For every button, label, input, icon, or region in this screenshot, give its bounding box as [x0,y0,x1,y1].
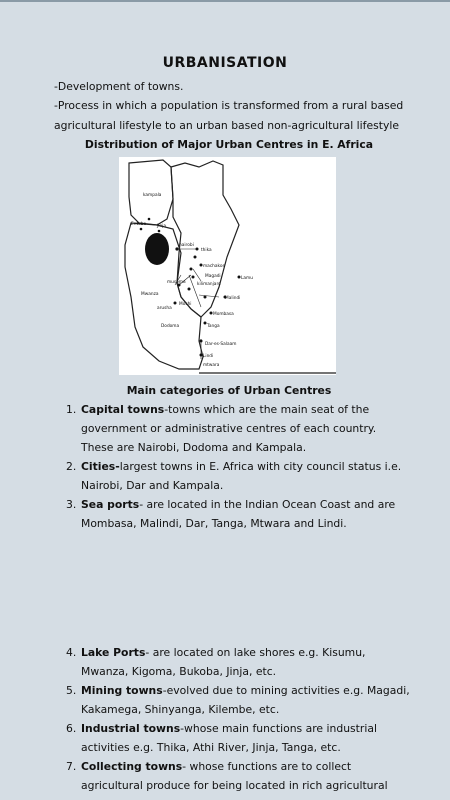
map-label-lindi: Lindi [203,354,214,359]
map-label-malindi: Malindi [225,296,241,301]
intro-line-2: -Process in which a population is transformed from a rural based [54,99,404,112]
item-number: 5. [66,684,77,697]
map-label-mwanza: Mwanza [141,292,159,297]
top-border [0,0,450,2]
east-africa-map [119,157,336,375]
map-label-thika: thika [201,248,212,253]
item-text: agricultural produce for being located in rich agricultural [81,779,388,792]
map-label-machakos: machakos [203,264,225,269]
item-term: Cities- [81,460,120,473]
map-label-dodoma: Dodoma [161,324,180,329]
item-term: Sea ports [81,498,140,511]
item-term: Lake Ports [81,646,146,659]
item-text: These are Nairobi, Dodoma and Kampala. [81,441,307,454]
map-label-musoma: musoma [167,280,186,285]
categories-heading: Main categories of Urban Centres [126,384,332,397]
list-item [66,681,446,719]
map-label-kilimanjaro: kilimanjaro [197,282,221,287]
map-label-jinja: Jinja [157,224,167,229]
item-text: activities e.g. Thika, Athi River, Jinja, Tanga, etc. [81,741,341,754]
map-drawing [119,157,336,375]
map-label-lamu: Lamu [241,276,253,281]
list-item [66,495,446,533]
lake-victoria-shape [145,233,169,265]
intro-line-1: -Development of towns. [54,80,184,93]
item-term: Industrial towns [81,722,181,735]
categories-list-part-2 [66,643,446,795]
item-number: 7. [66,760,77,773]
item-number: 2. [66,460,77,473]
item-number: 4. [66,646,77,659]
page-title: URBANISATION [162,55,288,71]
categories-list-part-1 [66,400,446,533]
list-item [66,643,446,681]
item-term: Collecting towns [81,760,183,773]
item-text: largest towns in E. Africa with city council status i.e. [119,460,402,473]
item-number: 3. [66,498,77,511]
item-text: - are located in the Indian Ocean Coast and are [139,498,396,511]
item-text: -whose main functions are industrial [180,722,377,735]
item-number: 1. [66,403,77,416]
map-label-mombasa: Mombasa [213,312,234,317]
item-text: Mwanza, Kigoma, Bukoba, Jinja, etc. [81,665,277,678]
map-label-tanga: Tanga [207,324,220,329]
list-item [66,757,446,795]
list-item [66,400,446,457]
map-label-dar: Dar-es-Salaam [205,342,237,347]
map-heading: Distribution of Major Urban Centres in E. Africa [84,138,374,151]
map-label-kampala: kampala [143,193,162,198]
map-label-mtwara: mtwara [203,363,220,368]
list-item [66,457,446,495]
item-term: Mining towns [81,684,163,697]
item-text: Nairobi, Dar and Kampala. [81,479,224,492]
map-label-nairobi: nairobi [179,243,194,248]
map-label-arusha: arusha [157,306,172,311]
intro-line-3: agricultural lifestyle to an urban based non-agricultural lifestyle [54,119,399,132]
item-text: Kakamega, Shinyanga, Kilembe, etc. [81,703,280,716]
item-text: Mombasa, Malindi, Dar, Tanga, Mtwara and Lindi. [81,517,347,530]
map-label-moshi: Moshi [179,302,192,307]
list-item [66,719,446,757]
item-term: Capital towns [81,403,165,416]
map-label-entebe: Entebe [131,222,147,227]
item-number: 6. [66,722,77,735]
item-text: - whose functions are to collect [182,760,352,773]
item-text: -towns which are the main seat of the [164,403,370,416]
map-label-magadi: Magadi [205,274,221,279]
item-text: government or administrative centres of each country. [81,422,377,435]
item-text: - are located on lake shores e.g. Kisumu, [145,646,366,659]
item-text: -evolved due to mining activities e.g. Magadi, [162,684,410,697]
